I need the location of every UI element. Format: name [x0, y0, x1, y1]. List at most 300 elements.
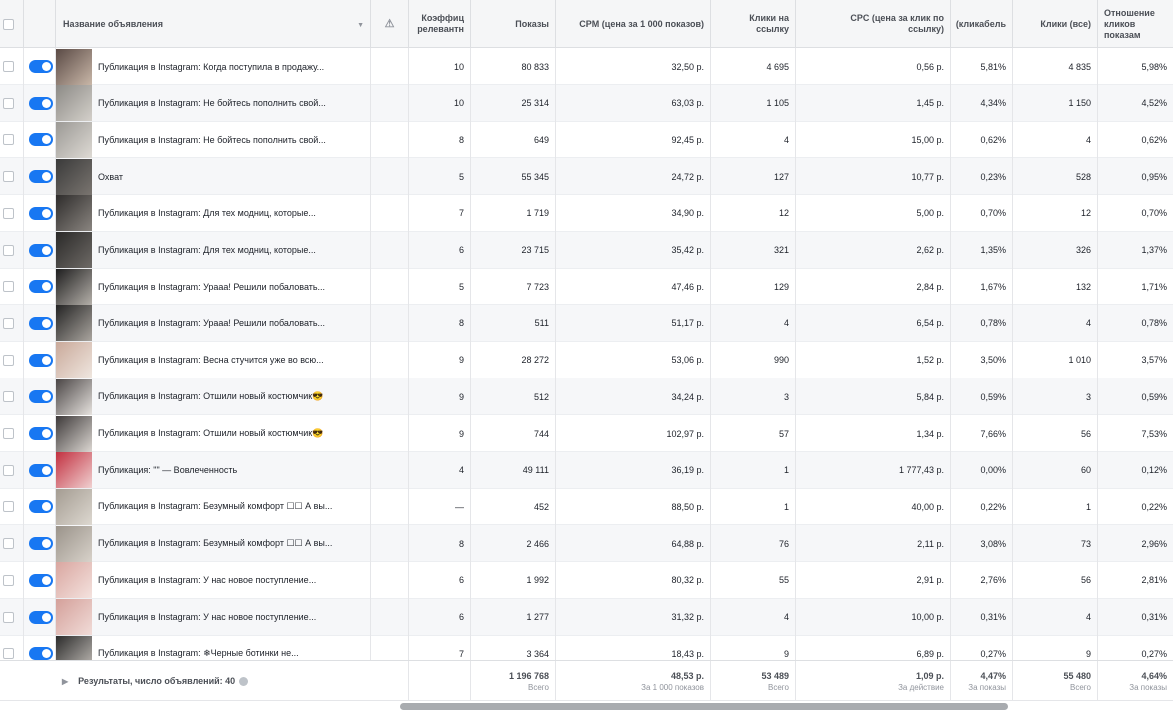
ad-name[interactable]: Публикация в Instagram: ❄Черные ботинки не... [98, 648, 299, 659]
footer-cell-warning [371, 661, 409, 701]
row-checkbox[interactable] [3, 575, 14, 586]
ad-name-cell[interactable] [56, 232, 371, 269]
row-select-cell [0, 378, 24, 415]
cell-impressions: 2 466 [471, 525, 556, 562]
cell-ratio: 7,53% [1141, 428, 1167, 439]
row-select-cell [0, 452, 24, 489]
total-ctr: 4,47% [980, 670, 1006, 681]
sort-caret-icon[interactable]: ▼ [357, 22, 364, 29]
footer-cell-impressions [471, 661, 556, 701]
cell-impressions: 23 715 [471, 232, 556, 269]
row-toggle-cell [24, 562, 56, 599]
cell-cpm: 18,43 р. [556, 635, 711, 672]
cell-relevance: 8 [409, 525, 471, 562]
table-row[interactable] [0, 525, 1173, 562]
row-checkbox[interactable] [3, 98, 14, 109]
expand-caret-icon[interactable]: ▶ [62, 676, 69, 686]
row-warning-cell [371, 195, 409, 232]
cell-ratio: 3,57% [1141, 355, 1167, 366]
row-warning-cell [371, 121, 409, 158]
cell-cpm: 92,45 р. [556, 121, 711, 158]
ad-status-toggle[interactable] [29, 611, 53, 624]
cell-cpc: 10,77 р. [796, 158, 951, 195]
cell-clicks-all: 1 [1013, 488, 1098, 525]
ad-name[interactable]: Охват [98, 171, 124, 182]
ad-name[interactable]: Публикация в Instagram: Урааа! Решили побаловать... [98, 318, 326, 329]
ad-name-cell[interactable] [56, 48, 371, 85]
ad-thumbnail[interactable] [56, 195, 92, 231]
relevance-label-line1: Коэффиц [421, 13, 464, 23]
cell-link-clicks: 1 105 [711, 85, 796, 122]
cell-cpm: 51,17 р. [556, 305, 711, 342]
row-warning-cell [371, 158, 409, 195]
cell-impressions: 28 272 [471, 342, 556, 379]
row-checkbox[interactable] [3, 501, 14, 512]
ad-name-cell[interactable] [56, 85, 371, 122]
cell-relevance: 10 [409, 85, 471, 122]
ad-name-cell[interactable] [56, 452, 371, 489]
column-header-ad-name[interactable] [56, 0, 371, 48]
cell-relevance: 8 [409, 305, 471, 342]
cell-ctr: 4,34% [951, 85, 1013, 122]
column-header-ctr[interactable] [951, 0, 1013, 48]
ad-status-toggle[interactable] [29, 427, 53, 440]
footer-cell-ctr [951, 661, 1013, 701]
ad-thumbnail[interactable] [56, 526, 92, 562]
ad-thumbnail[interactable] [56, 599, 92, 635]
total-cpm-sub: За 1 000 показов [641, 682, 704, 692]
ad-name[interactable]: Публикация в Instagram: У нас новое поступление... [98, 575, 317, 586]
clicks-all-label: Клики (все) [1040, 18, 1091, 29]
cell-cpc: 1,45 р. [796, 85, 951, 122]
ad-status-toggle[interactable] [29, 537, 53, 550]
row-warning-cell [371, 452, 409, 489]
cell-impressions: 1 992 [471, 562, 556, 599]
ad-thumbnail[interactable] [56, 379, 92, 415]
row-checkbox[interactable] [3, 355, 14, 366]
row-checkbox[interactable] [3, 245, 14, 256]
table-row[interactable] [0, 121, 1173, 158]
cell-ctr: 0,62% [951, 121, 1013, 158]
row-checkbox[interactable] [3, 318, 14, 329]
cell-clicks-all: 9 [1013, 635, 1098, 672]
cell-impressions: 452 [471, 488, 556, 525]
cell-cpc: 2,84 р. [796, 268, 951, 305]
cell-cpc: 5,00 р. [796, 195, 951, 232]
cell-cpc: 1,52 р. [796, 342, 951, 379]
row-select-cell [0, 158, 24, 195]
ad-name-cell[interactable] [56, 158, 371, 195]
cell-ctr: 1,67% [951, 268, 1013, 305]
relevance-label-line2: релевантн [417, 24, 464, 34]
row-checkbox[interactable] [3, 538, 14, 549]
cell-ratio: 2,81% [1141, 575, 1167, 586]
cell-relevance: 7 [409, 195, 471, 232]
ad-status-toggle[interactable] [29, 133, 53, 146]
ad-status-toggle[interactable] [29, 244, 53, 257]
table-row[interactable] [0, 488, 1173, 525]
table-row[interactable] [0, 158, 1173, 195]
cell-link-clicks: 1 [711, 452, 796, 489]
ad-name-cell[interactable] [56, 488, 371, 525]
ad-thumbnail[interactable] [56, 452, 92, 488]
cell-ratio: 0,59% [1141, 391, 1167, 402]
cell-link-clicks: 9 [711, 635, 796, 672]
cell-ratio: 5,98% [1141, 61, 1167, 72]
total-impressions-sub: Всего [528, 682, 549, 692]
ad-thumbnail[interactable] [56, 49, 92, 85]
table-row[interactable] [0, 342, 1173, 379]
ad-name-cell[interactable] [56, 415, 371, 452]
cell-cpm: 102,97 р. [556, 415, 711, 452]
ad-name[interactable]: Публикация в Instagram: Урааа! Решили побаловать... [98, 281, 326, 292]
cell-relevance: 4 [409, 452, 471, 489]
row-toggle-cell [24, 85, 56, 122]
ad-name-cell[interactable] [56, 599, 371, 636]
cell-cpm: 64,88 р. [556, 525, 711, 562]
cell-clicks-all: 4 [1013, 599, 1098, 636]
cell-impressions: 1 719 [471, 195, 556, 232]
ad-name[interactable]: Публикация: "" — Вовлеченность [98, 465, 238, 476]
table-row[interactable] [0, 562, 1173, 599]
ad-name-cell[interactable] [56, 378, 371, 415]
table-row[interactable] [0, 195, 1173, 232]
row-checkbox[interactable] [3, 648, 14, 659]
cell-cpc: 40,00 р. [796, 488, 951, 525]
cell-ratio: 0,70% [1141, 208, 1167, 219]
cell-clicks-all: 56 [1013, 415, 1098, 452]
footer-cell-cpc [796, 661, 951, 701]
row-warning-cell [371, 525, 409, 562]
row-checkbox[interactable] [3, 428, 14, 439]
ad-status-toggle[interactable] [29, 207, 53, 220]
cpm-label: CPM (цена за 1 000 показов) [579, 18, 704, 29]
cell-cpm: 36,19 р. [556, 452, 711, 489]
toggle-header-cell [24, 0, 56, 48]
cell-clicks-all: 12 [1013, 195, 1098, 232]
cell-clicks-all: 56 [1013, 562, 1098, 599]
select-all-checkbox[interactable] [3, 19, 14, 30]
cell-ratio: 4,52% [1141, 98, 1167, 109]
cell-impressions: 25 314 [471, 85, 556, 122]
cell-link-clicks: 990 [711, 342, 796, 379]
cell-impressions: 744 [471, 415, 556, 452]
row-warning-cell [371, 48, 409, 85]
cell-clicks-all: 4 835 [1013, 48, 1098, 85]
cell-clicks-all: 528 [1013, 158, 1098, 195]
cell-clicks-all: 326 [1013, 232, 1098, 269]
table-header [0, 0, 1173, 48]
column-header-warning[interactable] [371, 0, 409, 48]
impressions-label: Показы [515, 18, 549, 29]
row-select-cell [0, 232, 24, 269]
cell-ctr: 5,81% [951, 48, 1013, 85]
ad-thumbnail[interactable] [56, 342, 92, 378]
cell-cpm: 53,06 р. [556, 342, 711, 379]
cell-relevance: 8 [409, 121, 471, 158]
table-row[interactable] [0, 268, 1173, 305]
cell-impressions: 80 833 [471, 48, 556, 85]
link-clicks-label-line2: ссылку [756, 24, 789, 34]
table-row[interactable] [0, 415, 1173, 452]
link-clicks-label-line1: Клики на [749, 13, 789, 23]
row-checkbox[interactable] [3, 61, 14, 72]
cell-link-clicks: 321 [711, 232, 796, 269]
row-select-cell [0, 415, 24, 452]
table-row[interactable] [0, 305, 1173, 342]
cell-ratio: 0,78% [1141, 318, 1167, 329]
row-warning-cell [371, 415, 409, 452]
row-warning-cell [371, 305, 409, 342]
cell-impressions: 1 277 [471, 599, 556, 636]
total-cpc: 1,09 р. [915, 670, 944, 681]
column-header-relevance[interactable] [409, 0, 471, 48]
cell-cpc: 0,56 р. [796, 48, 951, 85]
ad-name[interactable]: Публикация в Instagram: Безумный комфорт ☐☐ А вы... [98, 538, 333, 549]
row-toggle-cell [24, 305, 56, 342]
column-header-cpm[interactable] [556, 0, 711, 48]
cell-link-clicks: 55 [711, 562, 796, 599]
ad-status-toggle[interactable] [29, 647, 53, 660]
cell-ctr: 0,23% [951, 158, 1013, 195]
ad-status-toggle[interactable] [29, 574, 53, 587]
column-header-cpc[interactable] [796, 0, 951, 48]
row-toggle-cell [24, 599, 56, 636]
ad-name[interactable]: Публикация в Instagram: Когда поступила в продажу... [98, 61, 325, 72]
cell-impressions: 511 [471, 305, 556, 342]
ad-name[interactable]: Публикация в Instagram: Не бойтесь пополнить свой... [98, 134, 326, 145]
cell-ratio: 1,71% [1141, 281, 1167, 292]
cell-cpm: 35,42 р. [556, 232, 711, 269]
ad-thumbnail[interactable] [56, 489, 92, 525]
cell-cpc: 6,54 р. [796, 305, 951, 342]
ad-status-toggle[interactable] [29, 60, 53, 73]
total-ctr-sub: За показы [968, 682, 1006, 692]
cell-cpm: 63,03 р. [556, 85, 711, 122]
ad-name[interactable]: Публикация в Instagram: Не бойтесь пополнить свой... [98, 98, 326, 109]
horizontal-scrollbar-thumb[interactable] [400, 703, 1008, 710]
row-toggle-cell [24, 525, 56, 562]
cell-relevance: 9 [409, 415, 471, 452]
row-checkbox[interactable] [3, 281, 14, 292]
column-header-ad-name-label: Название объявления [63, 18, 163, 29]
ad-name[interactable]: Публикация в Instagram: Для тех модниц, которые... [98, 245, 316, 255]
cell-ctr: 7,66% [951, 415, 1013, 452]
row-toggle-cell [24, 268, 56, 305]
cell-relevance: — [409, 488, 471, 525]
cell-clicks-all: 132 [1013, 268, 1098, 305]
row-select-cell [0, 85, 24, 122]
ad-thumbnail[interactable] [56, 269, 92, 305]
cell-cpm: 80,32 р. [556, 562, 711, 599]
footer-cell-clicks-all [1013, 661, 1098, 701]
ad-status-toggle[interactable] [29, 500, 53, 513]
ratio-label-line3: показам [1104, 29, 1141, 40]
row-toggle-cell [24, 415, 56, 452]
ad-status-toggle[interactable] [29, 390, 53, 403]
cell-link-clicks: 4 [711, 305, 796, 342]
cpc-label-line2: ссылку) [908, 24, 944, 34]
row-select-cell [0, 268, 24, 305]
table-footer-totals [0, 660, 1173, 700]
row-select-cell [0, 488, 24, 525]
ad-status-toggle[interactable] [29, 464, 53, 477]
cpc-label-line1: CPC (цена за клик по [850, 13, 944, 23]
row-toggle-cell [24, 158, 56, 195]
cell-cpm: 47,46 р. [556, 268, 711, 305]
ad-thumbnail[interactable] [56, 85, 92, 121]
ad-status-toggle[interactable] [29, 317, 53, 330]
ad-thumbnail[interactable] [56, 305, 92, 341]
cell-ctr: 0,78% [951, 305, 1013, 342]
cell-impressions: 7 723 [471, 268, 556, 305]
cell-clicks-all: 1 010 [1013, 342, 1098, 379]
ad-thumbnail[interactable] [56, 122, 92, 158]
ad-thumbnail[interactable] [56, 562, 92, 598]
cell-ratio: 0,22% [1141, 501, 1167, 512]
cell-link-clicks: 129 [711, 268, 796, 305]
cell-cpm: 31,32 р. [556, 599, 711, 636]
ad-status-toggle[interactable] [29, 170, 53, 183]
row-checkbox[interactable] [3, 465, 14, 476]
ad-thumbnail[interactable] [56, 416, 92, 452]
row-warning-cell [371, 232, 409, 269]
cell-ctr: 0,70% [951, 195, 1013, 232]
cell-ctr: 0,27% [951, 635, 1013, 672]
row-select-cell [0, 525, 24, 562]
cell-ratio: 1,37% [1141, 245, 1167, 255]
table-row[interactable] [0, 48, 1173, 85]
row-checkbox[interactable] [3, 171, 14, 182]
ad-name[interactable]: Публикация в Instagram: У нас новое поступление... [98, 612, 317, 622]
ad-status-toggle[interactable] [29, 354, 53, 367]
row-warning-cell [371, 378, 409, 415]
row-checkbox[interactable] [3, 134, 14, 145]
ad-name-cell[interactable] [56, 562, 371, 599]
ad-name-cell[interactable] [56, 342, 371, 379]
ad-status-toggle[interactable] [29, 280, 53, 293]
cell-ratio: 0,27% [1141, 648, 1167, 659]
total-link-clicks: 53 489 [761, 670, 789, 681]
cell-relevance: 5 [409, 268, 471, 305]
row-toggle-cell [24, 452, 56, 489]
row-checkbox[interactable] [3, 391, 14, 402]
cell-clicks-all: 60 [1013, 452, 1098, 489]
row-checkbox[interactable] [3, 612, 14, 623]
column-header-link-clicks[interactable] [711, 0, 796, 48]
results-summary[interactable] [62, 661, 248, 701]
table-row[interactable] [0, 452, 1173, 489]
row-select-cell [0, 599, 24, 636]
row-warning-cell [371, 85, 409, 122]
cell-link-clicks: 12 [711, 195, 796, 232]
cell-ctr: 3,50% [951, 342, 1013, 379]
cell-ctr: 2,76% [951, 562, 1013, 599]
cell-ctr: 0,31% [951, 599, 1013, 636]
ad-name-cell[interactable] [56, 195, 371, 232]
total-cpc-sub: За действие [898, 682, 944, 692]
column-header-impressions[interactable] [471, 0, 556, 48]
cell-cpc: 1 777,43 р. [796, 452, 951, 489]
ad-thumbnail[interactable] [56, 232, 92, 268]
cell-relevance: 9 [409, 342, 471, 379]
total-ratio: 4,64% [1141, 670, 1167, 681]
cell-clicks-all: 73 [1013, 525, 1098, 562]
column-header-ratio[interactable] [1098, 0, 1173, 48]
cell-cpm: 88,50 р. [556, 488, 711, 525]
row-toggle-cell [24, 488, 56, 525]
cell-ctr: 0,00% [951, 452, 1013, 489]
cell-ratio: 0,95% [1141, 171, 1167, 182]
cell-relevance: 6 [409, 599, 471, 636]
row-toggle-cell [24, 48, 56, 85]
table-row[interactable] [0, 232, 1173, 269]
cell-cpc: 2,62 р. [796, 232, 951, 269]
ad-name[interactable]: Публикация в Instagram: Весна стучится уже во всю... [98, 355, 324, 366]
ad-name[interactable]: Публикация в Instagram: Отшили новый костюмчик😎 [98, 428, 324, 438]
cell-ratio: 2,96% [1141, 538, 1167, 549]
cell-cpc: 6,89 р. [796, 635, 951, 672]
info-icon[interactable] [239, 677, 248, 686]
ratio-label-line1: Отношение [1104, 7, 1155, 18]
cell-cpc: 1,34 р. [796, 415, 951, 452]
ad-name-cell[interactable] [56, 305, 371, 342]
table-row[interactable] [0, 378, 1173, 415]
cell-cpc: 2,91 р. [796, 562, 951, 599]
cell-ratio: 0,31% [1141, 612, 1167, 622]
cell-link-clicks: 127 [711, 158, 796, 195]
select-all-cell [0, 0, 24, 48]
row-warning-cell [371, 488, 409, 525]
cell-impressions: 55 345 [471, 158, 556, 195]
horizontal-scrollbar[interactable] [0, 700, 1173, 711]
cell-ratio: 0,62% [1141, 134, 1167, 145]
cell-relevance: 5 [409, 158, 471, 195]
ad-name[interactable]: Публикация в Instagram: Отшили новый костюмчик😎 [98, 391, 324, 402]
row-warning-cell [371, 562, 409, 599]
row-select-cell [0, 342, 24, 379]
cell-link-clicks: 57 [711, 415, 796, 452]
row-toggle-cell [24, 121, 56, 158]
cell-relevance: 6 [409, 232, 471, 269]
column-header-clicks-all[interactable] [1013, 0, 1098, 48]
ad-name[interactable]: Публикация в Instagram: Безумный комфорт ☐☐ А вы... [98, 501, 333, 512]
row-warning-cell [371, 599, 409, 636]
cell-link-clicks: 1 [711, 488, 796, 525]
cell-relevance: 6 [409, 562, 471, 599]
ad-name-cell[interactable] [56, 525, 371, 562]
row-toggle-cell [24, 232, 56, 269]
ad-thumbnail[interactable] [56, 159, 92, 195]
row-select-cell [0, 195, 24, 232]
row-select-cell [0, 121, 24, 158]
total-ratio-sub: За показы [1129, 682, 1167, 692]
row-toggle-cell [24, 195, 56, 232]
cell-impressions: 49 111 [471, 452, 556, 489]
table-row[interactable] [0, 85, 1173, 122]
ad-status-toggle[interactable] [29, 97, 53, 110]
row-select-cell [0, 48, 24, 85]
footer-cell-cpm [556, 661, 711, 701]
cell-impressions: 649 [471, 121, 556, 158]
ad-name[interactable]: Публикация в Instagram: Для тех модниц, которые... [98, 208, 316, 219]
row-checkbox[interactable] [3, 208, 14, 219]
ad-name-cell[interactable] [56, 121, 371, 158]
cell-clicks-all: 4 [1013, 121, 1098, 158]
ad-name-cell[interactable] [56, 268, 371, 305]
table-row[interactable] [0, 599, 1173, 636]
cell-cpc: 5,84 р. [796, 378, 951, 415]
